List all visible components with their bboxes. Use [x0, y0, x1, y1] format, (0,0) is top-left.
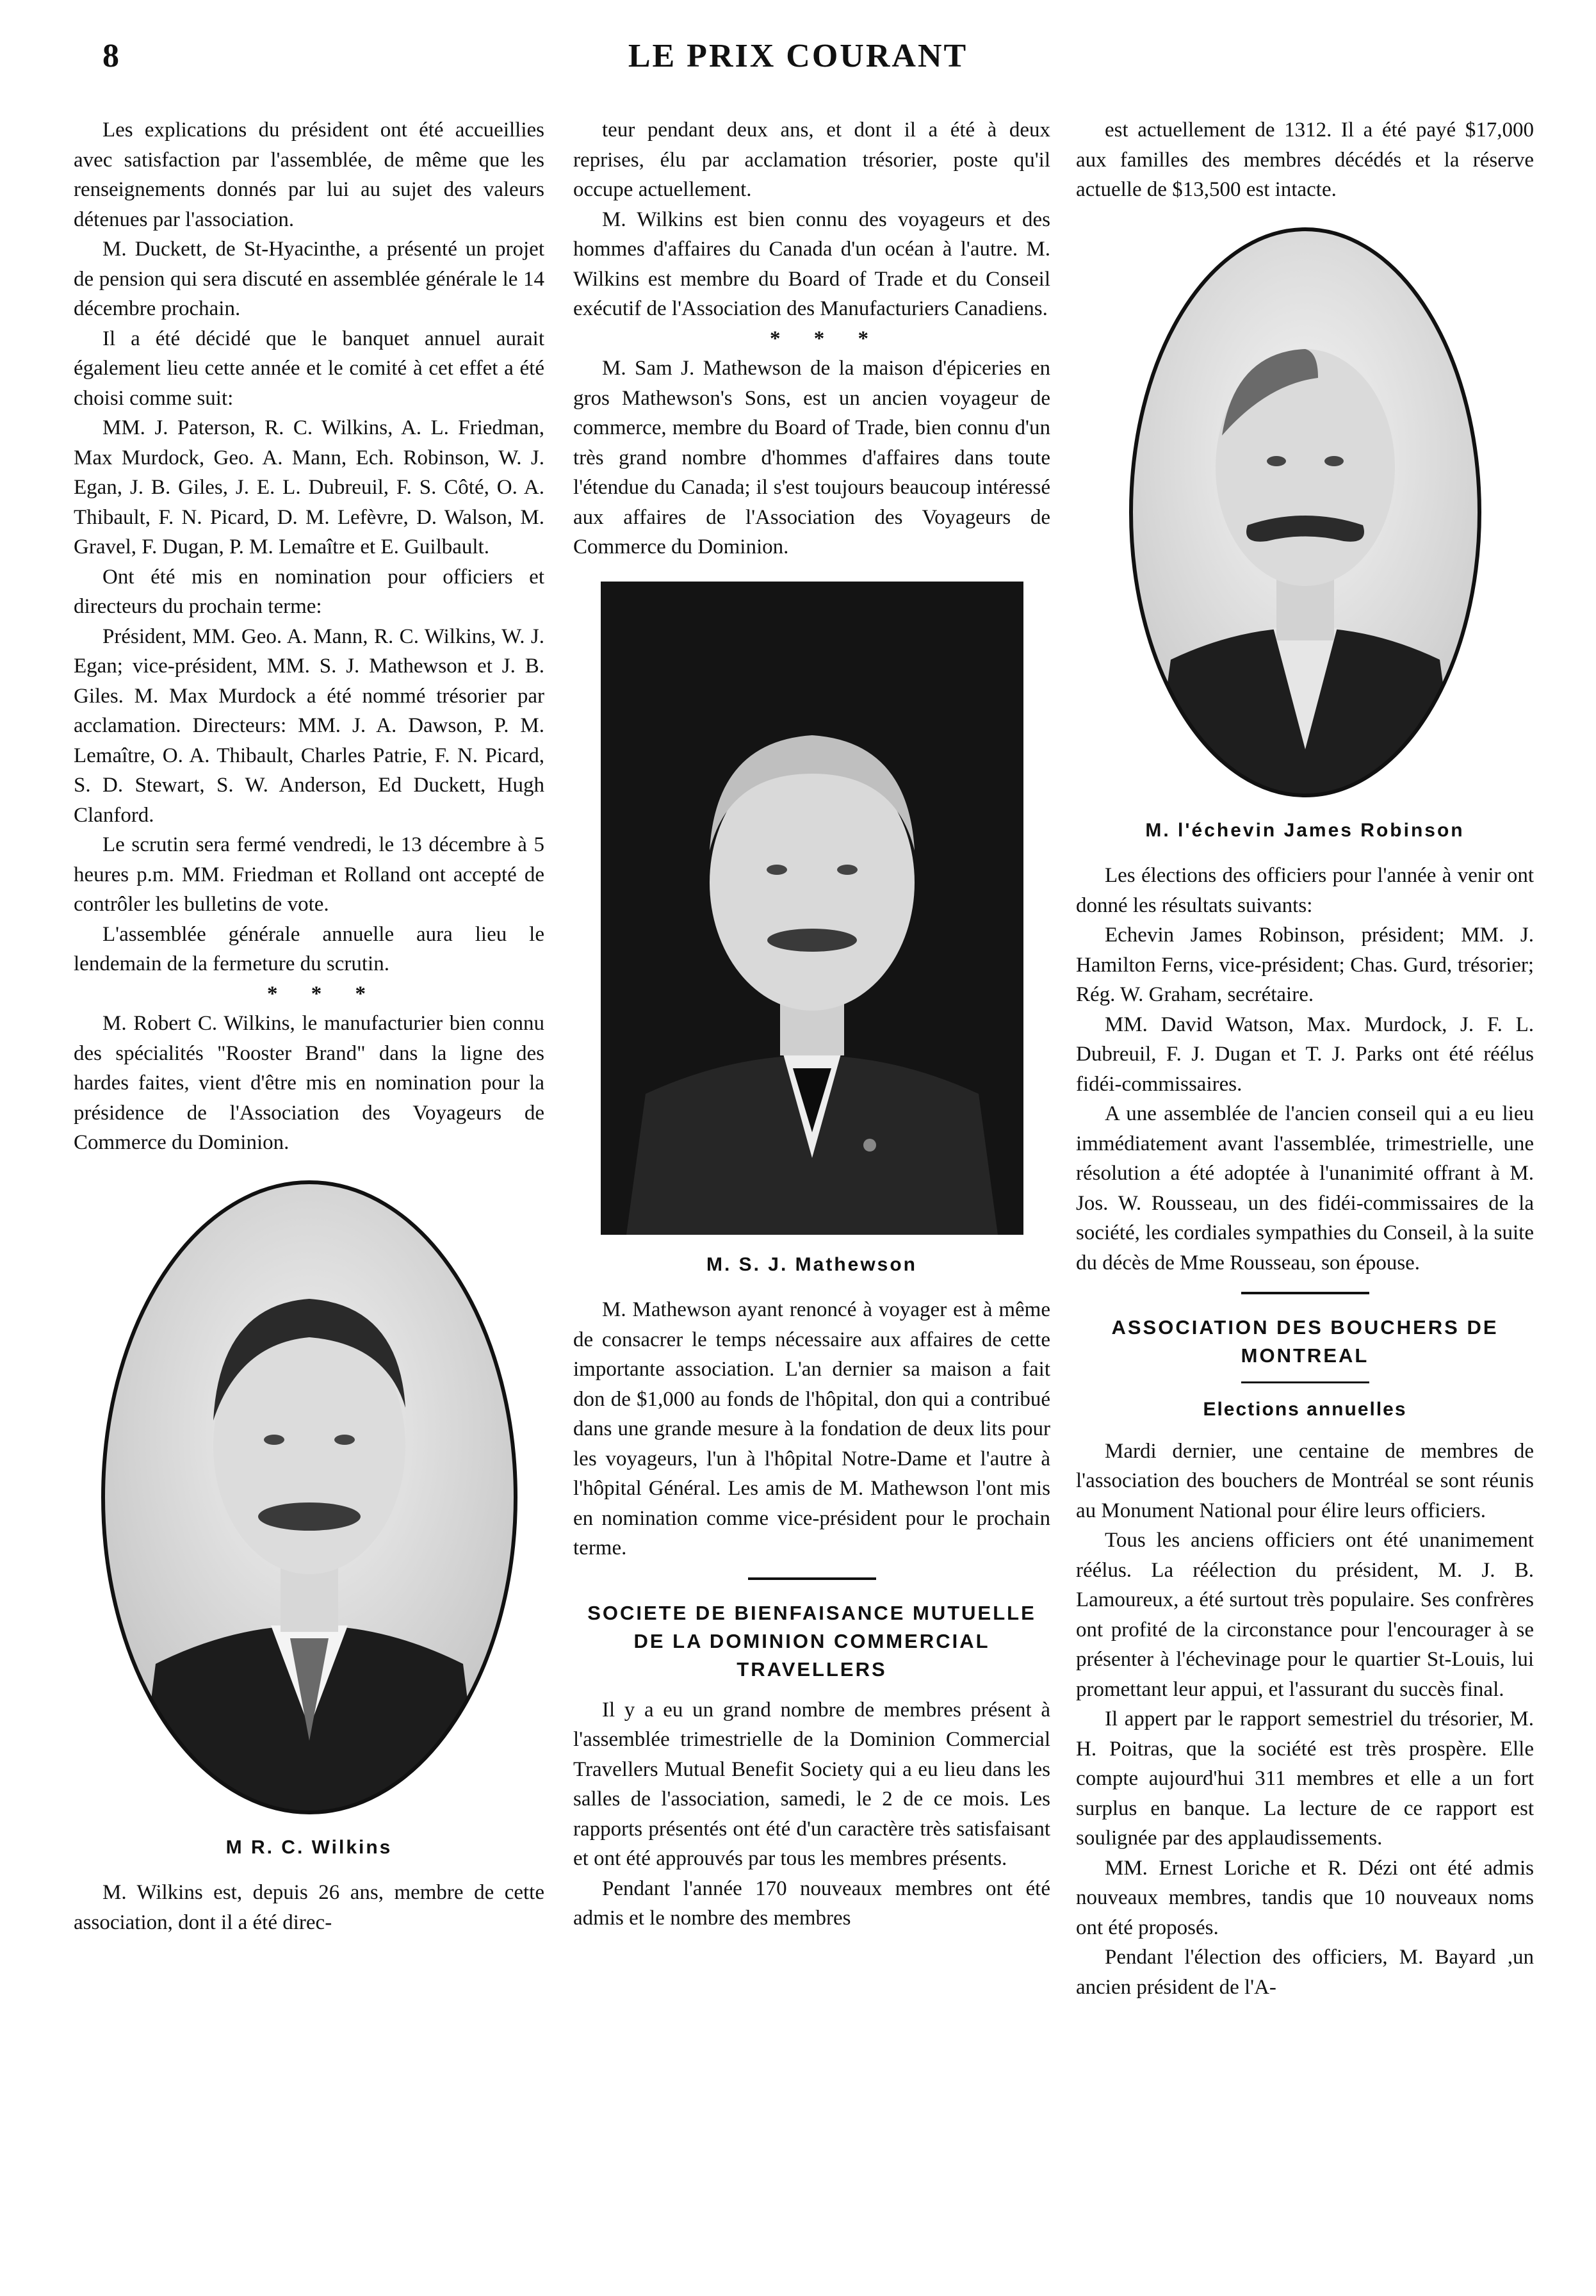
section-heading: ASSOCIATION DES BOUCHERS DE MONTREAL	[1111, 1316, 1499, 1367]
paragraph: Les élections des officiers pour l'année à venir ont donné les résultats suivants:	[1076, 864, 1534, 917]
column-left	[74, 115, 544, 1937]
paragraph: MM. J. Paterson, R. C. Wilkins, A. L. Friedman, Max Murdock, Geo. A. Mann, Ech. Robinson, W. J. Egan, J. B. Giles, J. E. L. Dubreuil, F. S. Côté, O. A. Thibault, F. N. Picard, D. M. Lefèvre, D. Walson, M. Gravel, F. Dugan, P. M. Lemaître et E. Guilbault.	[74, 416, 544, 558]
paragraph: L'assemblée générale annuelle aura lieu le lendemain de la fermeture du scrutin.	[74, 922, 544, 975]
paragraph: M. Mathewson ayant renoncé à voyager est à même de consacrer le temps nécessaire aux affaires de cette importante association. L'an dernier sa maison a fait don de $1,000 au fonds de l'hôpital, don qui a contribué dans une grande mesure à la fondation de deux lits pour les voyageurs, l'un à l'hôpital Notre-Dame et l'autre à l'hôpital Général. Les amis de M. Mathewson l'ont mis en nomination comme vice-président pour le prochain terme.	[573, 1298, 1050, 1559]
paragraph: M. Wilkins est, depuis 26 ans, membre de cette association, dont il a été direc-	[74, 1881, 544, 1934]
section-separator: * * *	[267, 982, 380, 1006]
masthead-title: LE PRIX COURANT	[628, 38, 968, 74]
heading-rule	[1241, 1381, 1369, 1383]
column-middle	[573, 115, 1050, 1934]
section-rule	[1241, 1292, 1369, 1294]
portrait-photo-mathewson	[601, 582, 1023, 1235]
section-rule	[748, 1577, 876, 1580]
paragraph: est actuellement de 1312. Il a été payé $17,000 aux familles des membres décédés et la réserve actuelle de $13,500 est intacte.	[1076, 118, 1534, 201]
paragraph: Il appert par le rapport semestriel du trésorier, M. H. Poitras, que la société est très prospère. Elle compte aujourd'hui 311 membres et elle a un fort surplus en banque. La lecture de ce rapport est soulignée par des applaudissements.	[1076, 1707, 1534, 1850]
paragraph: A une assemblée de l'ancien conseil qui a eu lieu immédiatement avant l'assemblée, trimestrielle, une résolution a été adoptée à l'unanimité offrant à M. Jos. W. Rousseau, un des fidéi-commissaires de la société, les cordiales sympathies du Conseil, à la suite du décès de Mme Rousseau, son épouse.	[1076, 1102, 1534, 1274]
paragraph: Les explications du président ont été accueillies avec satisfaction par l'assemblée, de même que les renseignements donnés par lui au sujet des valeurs détenues par l'association.	[74, 118, 544, 231]
photo-caption: M. l'échevin James Robinson	[1145, 819, 1465, 841]
paragraph: M. Sam J. Mathewson de la maison d'épiceries en gros Mathewson's Sons, est un ancien voyageur de commerce, membre du Board of Trade, bien connu d'un très grand nombre d'hommes d'affaires dans toute l'étendue du Canada; il s'est toujours beaucoup intéressé aux affaires de l'Association des Voyageurs de Commerce du Dominion.	[573, 357, 1050, 558]
paragraph: Ont été mis en nomination pour officiers et directeurs du prochain terme:	[74, 565, 544, 618]
paragraph: teur pendant deux ans, et dont il a été à deux reprises, élu par acclamation trésorier, poste qu'il occupe actuellement.	[573, 118, 1050, 201]
section-heading: SOCIETE DE BIENFAISANCE MUTUELLE DE LA DOMINION COMMERCIAL TRAVELLERS	[587, 1601, 1036, 1681]
photo-caption: M. S. J. Mathewson	[706, 1253, 918, 1275]
paragraph: Il a été décidé que le banquet annuel aurait également lieu cette année et le comité à cet effet a été choisi comme suit:	[74, 327, 544, 410]
paragraph: Pendant l'élection des officiers, M. Bayard ,un ancien président de l'A-	[1076, 1946, 1534, 1999]
paragraph: Pendant l'année 170 nouveaux membres ont été admis et le nombre des membres	[573, 1877, 1050, 1930]
paragraph: MM. Ernest Loriche et R. Dézi ont été admis nouveaux membres, tandis que 10 nouveaux noms ont été proposés.	[1076, 1856, 1534, 1939]
paragraph: Mardi dernier, une centaine de membres de l'association des bouchers de Montréal se sont réunis au Monument National pour élire leurs officiers.	[1076, 1439, 1534, 1522]
photo-caption: M R. C. Wilkins	[225, 1836, 393, 1858]
paragraph: Le scrutin sera fermé vendredi, le 13 décembre à 5 heures p.m. MM. Friedman et Rolland ont accepté de contrôler les bulletins de vote.	[74, 833, 544, 916]
column-right	[1076, 115, 1534, 2002]
portrait-photo-robinson	[1126, 224, 1485, 801]
paragraph: Echevin James Robinson, président; MM. J. Hamilton Ferns, vice-président; Chas. Gurd, trésorier; Rég. W. Graham, secrétaire.	[1076, 924, 1534, 1006]
paragraph: Président, MM. Geo. A. Mann, R. C. Wilkins, W. J. Egan; vice-président, MM. S. J. Mathewson et J. B. Giles. M. Max Murdock a été nommé trésorier par acclamation. Directeurs: MM. J. A. Dawson, P. M. Lemaître, O. A. Thibault, Charles Patrie, F. N. Picard, S. D. Stewart, S. W. Anderson, Ed Duckett, Hugh Clanford.	[74, 624, 544, 827]
section-separator: * * *	[770, 327, 883, 350]
paragraph: Tous les anciens officiers ont été unanimement réélus. La réélection du président, M. J. B. Lamoureux, a été surtout très populaire. Ses confrères ont profité de la circonstance pour l'encourager à se présenter à l'échevinage pour le quartier St-Louis, lui promettant leur appui, et l'assurant du succès final.	[1076, 1529, 1534, 1701]
paragraph: Il y a eu un grand nombre de membres présent à l'assemblée trimestrielle de la Dominion Commercial Travellers Mutual Benefit Society qui a eu lieu dans les salles de l'association, samedi, le 2 de ce mois. Les rapports présentés ont été d'un caractère très satisfaisant et ont été approuvés par tous les membres présents.	[573, 1698, 1050, 1870]
paragraph: MM. David Watson, Max. Murdock, J. F. L. Dubreuil, F. J. Dugan et T. J. Parks ont été réélus fidéi-commissaires.	[1076, 1013, 1534, 1096]
paragraph: M. Robert C. Wilkins, le manufacturier bien connu des spécialités "Rooster Brand" dans la ligne des hardes faites, vient d'être mis en nomination pour la présidence de l'Association des Voyageurs de Commerce du Dominion.	[74, 1012, 544, 1154]
paragraph: M. Wilkins est bien connu des voyageurs et des hommes d'affaires du Canada d'un océan à l'autre. M. Wilkins est membre du Board of Trade et du Conseil exécutif de l'Association des Manufacturiers Canadiens.	[573, 208, 1050, 320]
paragraph: M. Duckett, de St-Hyacinthe, a présenté un projet de pension qui sera discuté en assemblée générale le 14 décembre prochain.	[74, 238, 544, 320]
portrait-photo-wilkins	[98, 1177, 521, 1818]
page-number: 8	[102, 38, 119, 74]
section-subheading: Elections annuelles	[1203, 1399, 1407, 1420]
